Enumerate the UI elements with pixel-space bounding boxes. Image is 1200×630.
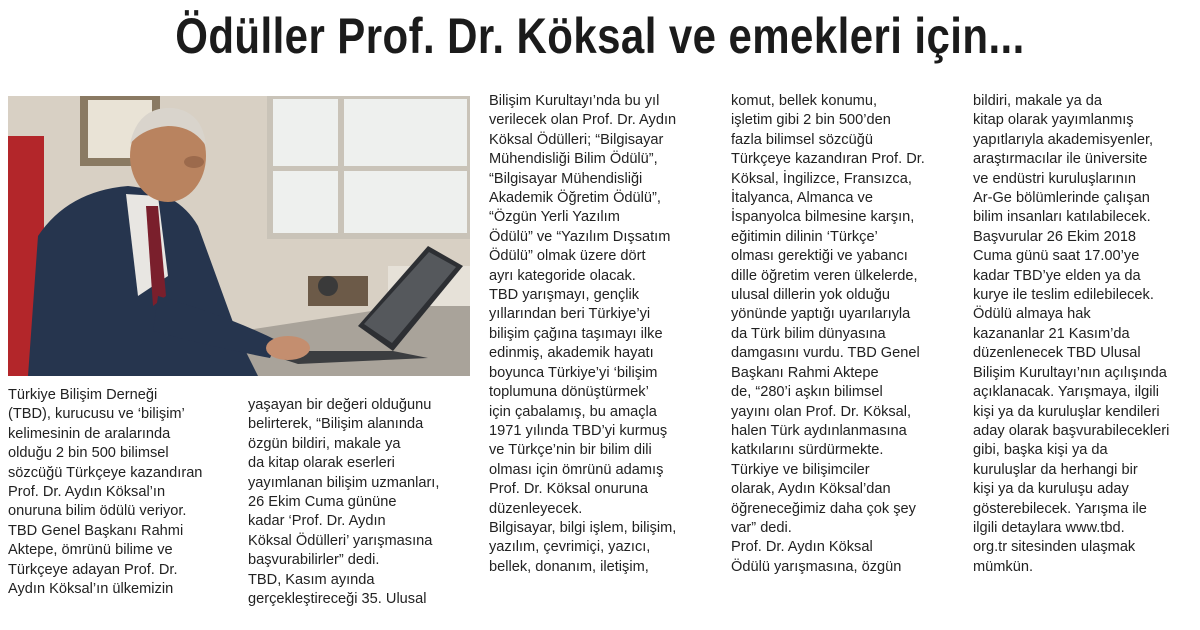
article-text-line: sözcüğü Türkçeye kazandıran [8, 464, 203, 481]
article-text-line: yaşayan bir değeri olduğunu [248, 397, 432, 413]
article-text-line: kazananlar 21 Kasım’da [973, 325, 1130, 342]
article-column-1 [8, 386, 234, 599]
article-text-line: gibi, başka kişi ya da [973, 442, 1108, 459]
article-text-line: eğitimin dilinin ‘Türkçe’ [731, 228, 878, 245]
article-text-line: öğreneceğimiz daha çok şey [731, 500, 916, 517]
article-text-line: komut, bellek konumu, [731, 93, 878, 109]
article-text-line: ve endüstri kuruluşlarının [973, 170, 1137, 187]
article-text-line: Türkçeye adayan Prof. Dr. [8, 561, 178, 578]
article-text-line: dille öğretim veren ülkelerde, [731, 267, 918, 284]
article-text-line: da kitap olarak eserleri [248, 455, 395, 472]
article-text-line: olması için ömrünü adamış [489, 461, 664, 478]
article-text-line: kişi ya da kuruluşu aday [973, 481, 1129, 498]
article-text-line: ve Türkçe’nin bir bilim dili [489, 442, 652, 459]
article-text-line: aday olarak başvurabilecekleri [973, 422, 1170, 439]
article-text-line: bellek, donanım, iletişim, [489, 558, 649, 575]
article-text-line: onuruna bilim ödülü veriyor. [8, 503, 187, 520]
article-column-2 [248, 396, 476, 609]
article-text-line: yapıtlarıyla akademisyenler, [973, 131, 1154, 148]
article-text-line: araştırmacılar ile üniversite [973, 151, 1148, 168]
article-text-line: fazla bilimsel sözcüğü [731, 131, 873, 148]
article-text-line: bilim insanları katılabilecek. [973, 209, 1151, 226]
article-text-line: Bilişim Kurultayı’nda bu yıl [489, 93, 660, 109]
article-text-line: toplumuna dönüştürmek’ [489, 384, 649, 401]
article-text-line: verilecek olan Prof. Dr. Aydın [489, 112, 677, 129]
article-text-line: Akademik Öğretim Ödülü”, [489, 190, 661, 207]
article-text-line: kelimesinin de aralarında [8, 425, 171, 442]
article-text-line: Köksal Ödülleri; “Bilgisayar [489, 131, 664, 148]
article-text-line: halen Türk aydınlanmasına [731, 422, 907, 439]
article-text-line: Mühendisliği Bilim Ödülü”, [489, 151, 658, 168]
article-text-line: yayını olan Prof. Dr. Köksal, [731, 403, 912, 420]
article-text-line: yazılım, çevrimiçi, yazıcı, [489, 539, 651, 556]
article-text-line: “Özgün Yerli Yazılım [489, 209, 620, 226]
article-text-line: ilgili detaylara www.tbd. [973, 519, 1125, 536]
article-text-line: kadar TBD’ye elden ya da [973, 267, 1141, 284]
article-text-line: Türkiye ve bilişimciler [731, 461, 870, 478]
article-text-line: İtalyanca, Almanca ve [731, 190, 873, 207]
article-text-line: Ödülü almaya hak [973, 306, 1091, 323]
article-text-line: belirterek, “Bilişim alanında [248, 416, 424, 433]
article-text-line: Başkanı Rahmi Aktepe [731, 364, 879, 381]
article-text-line: gerçekleştireceği 35. Ulusal [248, 591, 427, 608]
article-text-line: Bilgisayar, bilgi işlem, bilişim, [489, 519, 677, 536]
headline: Ödüller Prof. Dr. Köksal ve emekleri için... [175, 8, 1025, 64]
article-text-line: özgün bildiri, makale ya [248, 435, 401, 452]
article-text-line: mümkün. [973, 558, 1034, 575]
article-text-line: kadar ‘Prof. Dr. Aydın [248, 513, 386, 530]
article-text-line: “Bilgisayar Mühendisliği [489, 170, 643, 187]
article-text-line: Türkçeye kazandıran Prof. Dr. [731, 151, 925, 168]
article-text-line: Cuma günü saat 17.00’ye [973, 248, 1140, 265]
article-text-line: Prof. Dr. Köksal onuruna [489, 481, 648, 498]
article-text-line: Bilişim Kurultayı’nın açılışında [973, 364, 1167, 381]
article-text-line: 1971 yılında TBD’yi kurmuş [489, 422, 668, 439]
article-column-5 [973, 92, 1195, 577]
article-text-line: için çabalamış, bu amaçla [489, 403, 657, 420]
article-text-line: TBD Genel Başkanı Rahmi [8, 522, 184, 539]
article-text-line: edinmiş, akademik hayatı [489, 345, 654, 362]
article-text-line: Türkiye Bilişim Derneği [8, 387, 158, 403]
article-text-line: Ödülü yarışmasına, özgün [731, 558, 902, 575]
article-column-4 [731, 92, 959, 577]
article-text-line: var” dedi. [731, 519, 792, 536]
article-text-line: Aydın Köksal’ın ülkemizin [8, 581, 174, 598]
article-text-line: düzenleyecek. [489, 500, 583, 517]
article-text-line: Başvurular 26 Ekim 2018 [973, 228, 1137, 245]
article-text-line: Ödülü” ve “Yazılım Dışsatım [489, 228, 671, 245]
article-text-line: kurye ile teslim edilebilecek. [973, 287, 1154, 304]
article-text-line: işletim gibi 2 bin 500’den [731, 112, 891, 129]
article-text-line: kuruluşlar da herhangi bir [973, 461, 1138, 478]
article-text-line: Köksal, İngilizce, Fransızca, [731, 170, 912, 187]
article-text-line: da Türk bilim dünyasına [731, 325, 886, 342]
article-text-line: de, “280’i aşkın bilimsel [731, 384, 883, 401]
article-column-3 [489, 92, 717, 577]
article-text-line: org.tr sitesinden ulaşmak [973, 539, 1136, 556]
article-text-line: başvurabilirler” dedi. [248, 552, 380, 569]
article-text-line: TBD, Kasım ayında [248, 571, 375, 588]
article-photo [8, 96, 470, 376]
article-text-line: kişi ya da kuruluşlar kendileri [973, 403, 1160, 420]
article-text-line: olduğu 2 bin 500 bilimsel [8, 445, 169, 462]
article-text-line: katkılarını sürdürmekte. [731, 442, 884, 459]
article-text-line: bildiri, makale ya da [973, 93, 1102, 109]
article-text-line: kitap olarak yayımlanmış [973, 112, 1134, 129]
article-text-line: gösterebilecek. Yarışma ile [973, 500, 1147, 517]
article-text-line: (TBD), kurucusu ve ‘bilişim’ [8, 406, 185, 423]
article-text-line: ulusal dillerin yok olduğu [731, 287, 891, 304]
article-text-line: olarak, Aydın Köksal’dan [731, 481, 891, 498]
article-text-line: yayımlanan bilişim uzmanları, [248, 474, 440, 491]
article-text-line: 26 Ekim Cuma gününe [248, 494, 397, 511]
article-text-line: Prof. Dr. Aydın Köksal’ın [8, 484, 166, 501]
article-text-line: düzenlenecek TBD Ulusal [973, 345, 1141, 362]
article-text-line: yönünde yaptığı uyarılarıyla [731, 306, 911, 323]
article-text-line: TBD yarışmayı, gençlik [489, 287, 640, 304]
article-text-line: ayrı kategoride olacak. [489, 267, 636, 284]
article-text-line: boyunca Türkiye’yi ‘bilişim [489, 364, 658, 381]
article-text-line: Köksal Ödülleri’ yarışmasına [248, 532, 433, 549]
article-text-line: damgasını vurdu. TBD Genel [731, 345, 920, 362]
article-text-line: Ar-Ge bölümlerinde çalışan [973, 190, 1150, 207]
article-text-line: İspanyolca bilmesine karşın, [731, 209, 915, 226]
article-text-line: yıllarından beri Türkiye’yi [489, 306, 651, 323]
article-text-line: Prof. Dr. Aydın Köksal [731, 539, 873, 556]
article-text-line: Aktepe, ömrünü bilime ve [8, 542, 173, 559]
article-text-line: bilişim çağına taşımayı ilke [489, 325, 663, 342]
article-text-line: açıklanacak. Yarışmaya, ilgili [973, 384, 1160, 401]
article-text-line: Ödülü” olmak üzere dört [489, 248, 646, 265]
article-text-line: olması gerektiği ve yabancı [731, 248, 908, 265]
